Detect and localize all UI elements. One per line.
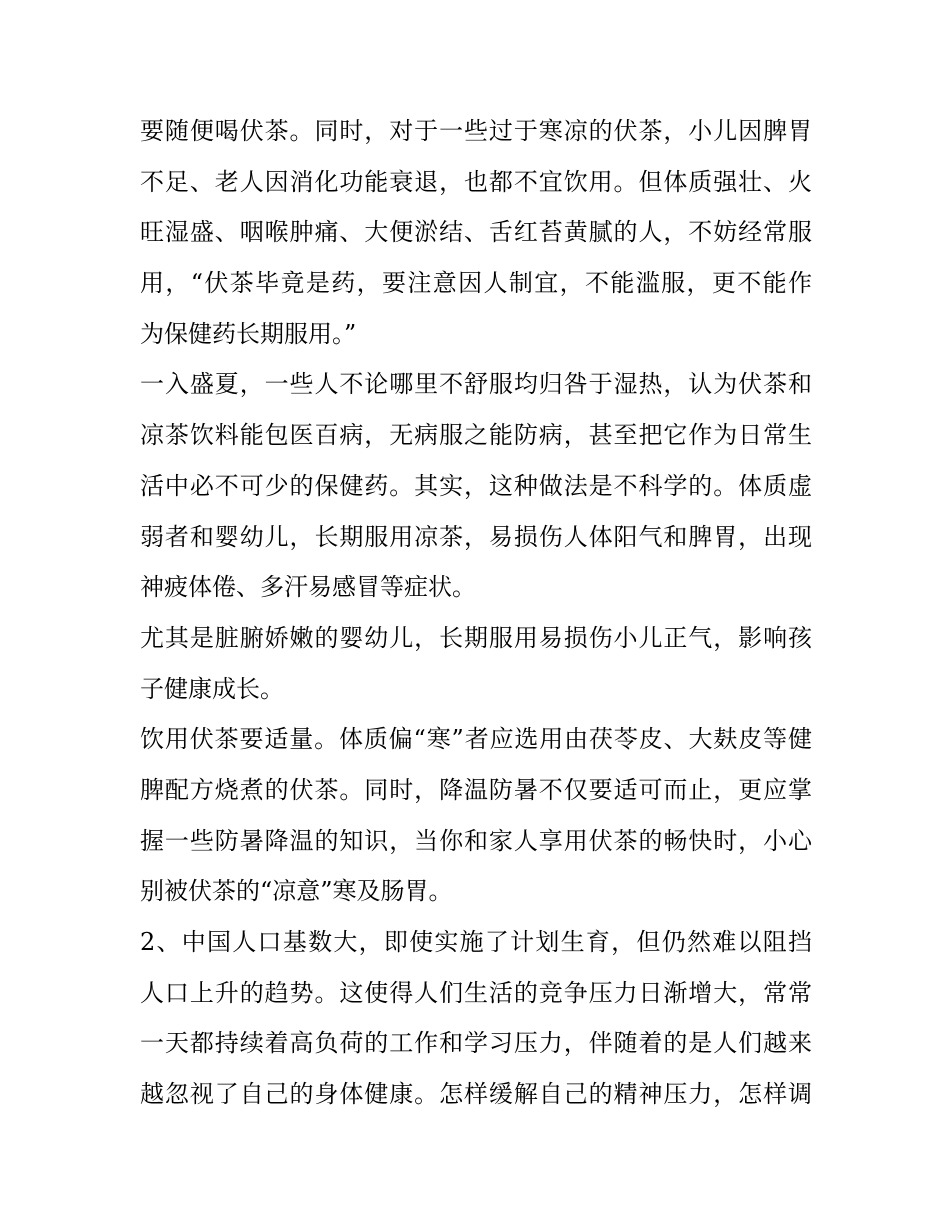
text-line: 脾配方烧煮的伏茶。同时，降温防暑不仅要适可而止，更应掌 (140, 775, 812, 804)
text-line: 子健康成长。 (140, 674, 284, 703)
text-line: 要随便喝伏茶。同时，对于一些过于寒凉的伏茶，小儿因脾胃 (140, 117, 812, 145)
text-line: 用，“伏茶毕竟是药，要注意因人制宜，不能滥服，更不能作 (140, 269, 812, 298)
text-line: 越忽视了自己的身体健康。怎样缓解自己的精神压力，怎样调 (140, 1080, 812, 1109)
text-line: 别被伏茶的“凉意”寒及肠胃。 (140, 877, 453, 906)
text-line: 活中必不可少的保健药。其实，这种做法是不科学的。体质虚 (140, 471, 812, 500)
text-line: 握一些防暑降温的知识，当你和家人享用伏茶的畅快时，小心 (140, 826, 812, 855)
text-line: 一入盛夏，一些人不论哪里不舒服均归咎于湿热，认为伏茶和 (140, 370, 812, 399)
text-line: 为保健药长期服用。” (140, 319, 357, 348)
text-line: 神疲体倦、多汗易感冒等症状。 (140, 573, 476, 602)
text-line: 弱者和婴幼儿，长期服用凉茶，易损伤人体阳气和脾胃，出现 (140, 522, 812, 551)
text-line: 尤其是脏腑娇嫩的婴幼儿，长期服用易损伤小儿正气，影响孩 (140, 623, 812, 652)
document-body (140, 106, 812, 1120)
text-line: 饮用伏茶要适量。体质偏“寒”者应选用由茯苓皮、大麸皮等健 (140, 725, 812, 754)
text-line: 旺湿盛、咽喉肿痛、大便淤结、舌红苔黄腻的人，不妨经常服 (140, 218, 812, 247)
text-line: 2、中国人口基数大，即使实施了计划生育，但仍然难以阻挡 (140, 928, 812, 956)
text-line: 人口上升的趋势。这使得人们生活的竞争压力日渐增大，常常 (140, 978, 812, 1007)
text-line: 一天都持续着高负荷的工作和学习压力，伴随着的是人们越来 (140, 1029, 812, 1058)
text-line: 不足、老人因消化功能衰退，也都不宜饮用。但体质强壮、火 (140, 167, 812, 196)
text-line: 凉茶饮料能包医百病，无病服之能防病，甚至把它作为日常生 (140, 421, 812, 450)
